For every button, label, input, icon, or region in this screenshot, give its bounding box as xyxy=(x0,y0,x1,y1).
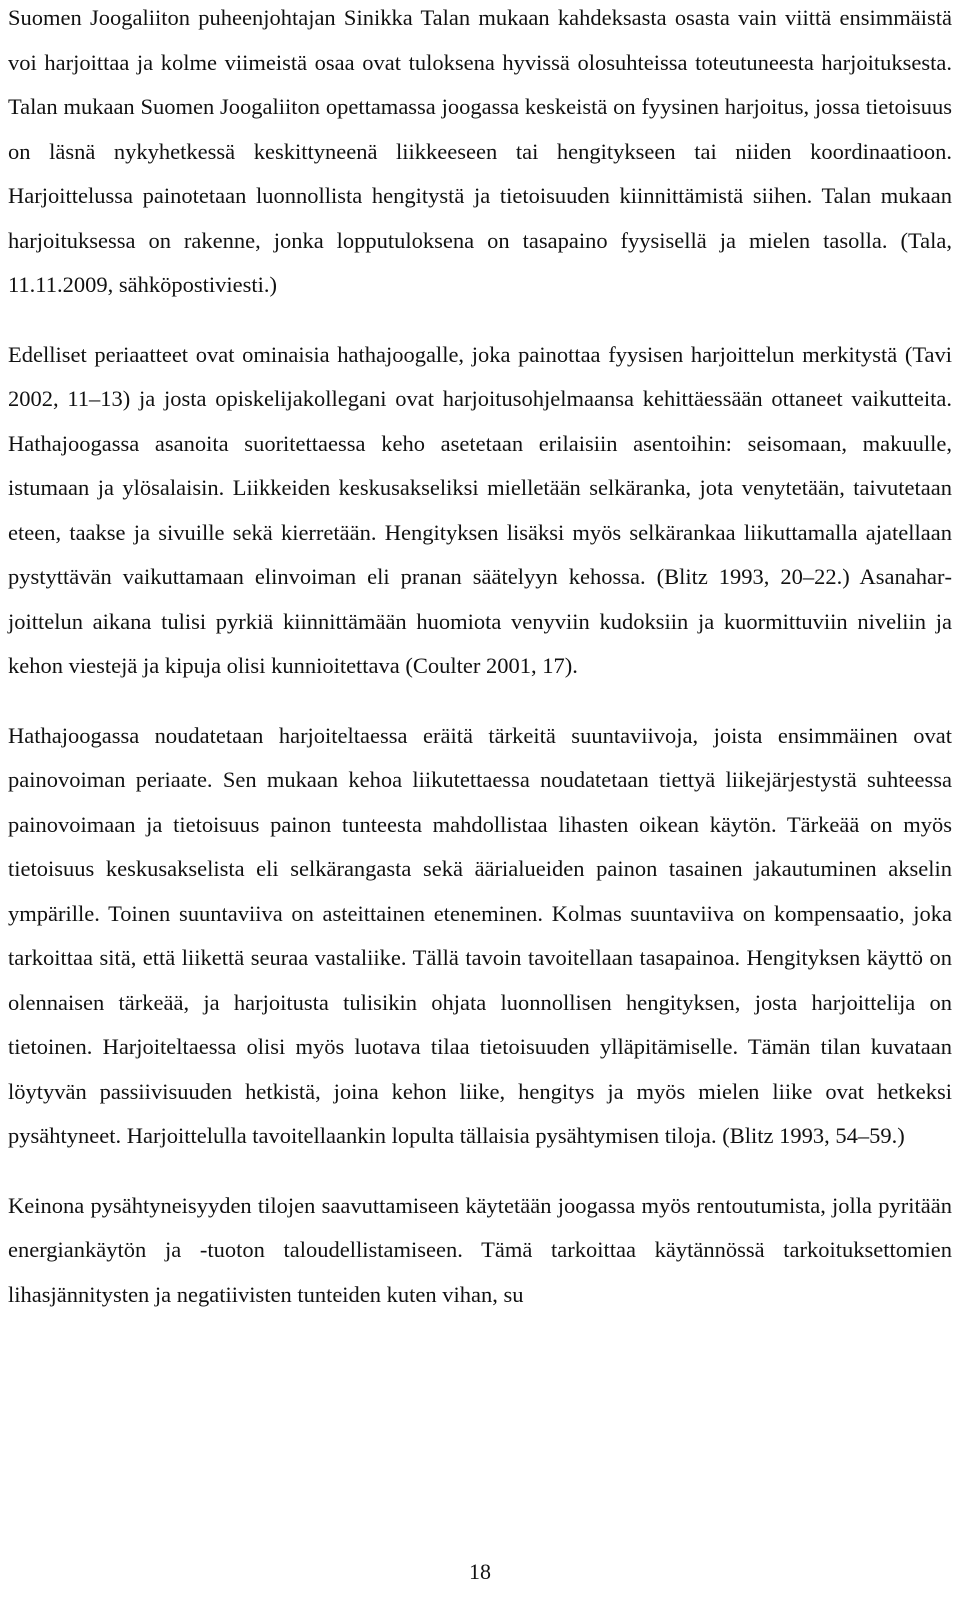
document-page xyxy=(8,0,952,1317)
page-number: 18 xyxy=(469,1559,491,1584)
paragraph-yoga-federation: Suomen Joogaliiton puheenjohtajan Sinikka Talan mukaan kahdeksasta osasta vain viittä ensimmäistä voi harjoittaa ja kolme viimeistä osaa ovat tuloksena hyvissä olosuhteissa toteutuneesta harjoituksesta. Talan mukaan Suomen Joogaliiton opettamassa joogassa keskeistä on fyysinen harjoitus, jossa tietoisuus on läsnä nykyhetkessä keskittyneenä liikkeeseen tai hengitykseen tai niiden koordinaatioon. Harjoittelussa painotetaan luonnollista hengitystä ja tietoisuuden kiinnittämistä siihen. Talan mukaan harjoituksessa on rakenne, jonka lopputuloksena on tasapaino fyysisellä ja mielen tasolla. (Tala, 11.11.2009, sähköpostiviesti.) xyxy=(8,5,952,297)
paragraph-hatha-principles: Edelliset periaatteet ovat ominaisia hathajoogalle, joka painottaa fyysisen harjoittelun merkitystä (Tavi 2002, 11–13) ja josta opiskelijakollegani ovat harjoitusohjelmaansa kehittäessään ottaneet vaikutteita. Hathajoogassa asanoita suoritettaessa keho asetetaan erilaisiin asentoihin: seisomaan, makuulle, istumaan ja ylösalaisin. Liikkeiden keskusakseliksi mielletään selkäranka, jota venytetään, taivutetaan eteen, taakse ja sivuille sekä kierretään. Hengityksen lisäksi myös selkärankaa liikuttamalla ajatellaan pystyttävän vaikuttamaan elinvoiman eli pranan säätelyyn kehossa. (Blitz 1993, 20–22.) Asanaharjoittelun aikana tulisi pyrkiä kiinnittämään huomiota venyviin kudoksiin ja kuormittuviin niveliin ja kehon viestejä ja kipuja olisi kunnioitettava (Coulter 2001, 17). xyxy=(8,341,952,678)
paragraph-relaxation: Keinona pysähtyneisyyden tilojen saavuttamiseen käytetään joogassa myös rentoutumista, jolla pyritään energiankäytön ja -tuoton taloudellistamiseen. Tämä tarkoittaa käytännössä tarkoituksettomien lihasjännitysten ja negatiivisten tunteiden kuten vihan, su xyxy=(8,1192,952,1307)
paragraph-hatha-guidelines: Hathajoogassa noudatetaan harjoiteltaessa eräitä tärkeitä suuntaviivoja, joista ensimmäinen ovat painovoiman periaate. Sen mukaan kehoa liikutettaessa noudatetaan tiettyä liikejärjestystä suhteessa painovoimaan ja tietoisuus painon tunteesta mahdollistaa lihasten oikean käytön. Tärkeää on myös tietoisuus keskusakselista eli selkärangasta sekä äärialueiden painon tasainen jakautuminen akselin ympärille. Toinen suuntaviiva on asteittainen eteneminen. Kolmas suuntaviiva on kompensaatio, joka tarkoittaa sitä, että liikettä seuraa vastaliike. Tällä tavoin tavoitellaan tasapainoa. Hengityksen käyttö on olennaisen tärkeää, ja harjoitusta tulisikin ohjata luonnollisen hengityksen, josta harjoittelija on tietoinen. Harjoiteltaessa olisi myös luotava tilaa tietoisuuden ylläpitämiselle. Tämän tilan kuvataan löytyvän passiivisuuden hetkistä, joina kehon liike, hengitys ja myös mielen liike ovat hetkeksi pysähtyneet. Harjoittelulla tavoitellaankin lopulta tällaisia pysähtymisen tiloja. (Blitz 1993, 54–59.) xyxy=(8,722,952,1148)
